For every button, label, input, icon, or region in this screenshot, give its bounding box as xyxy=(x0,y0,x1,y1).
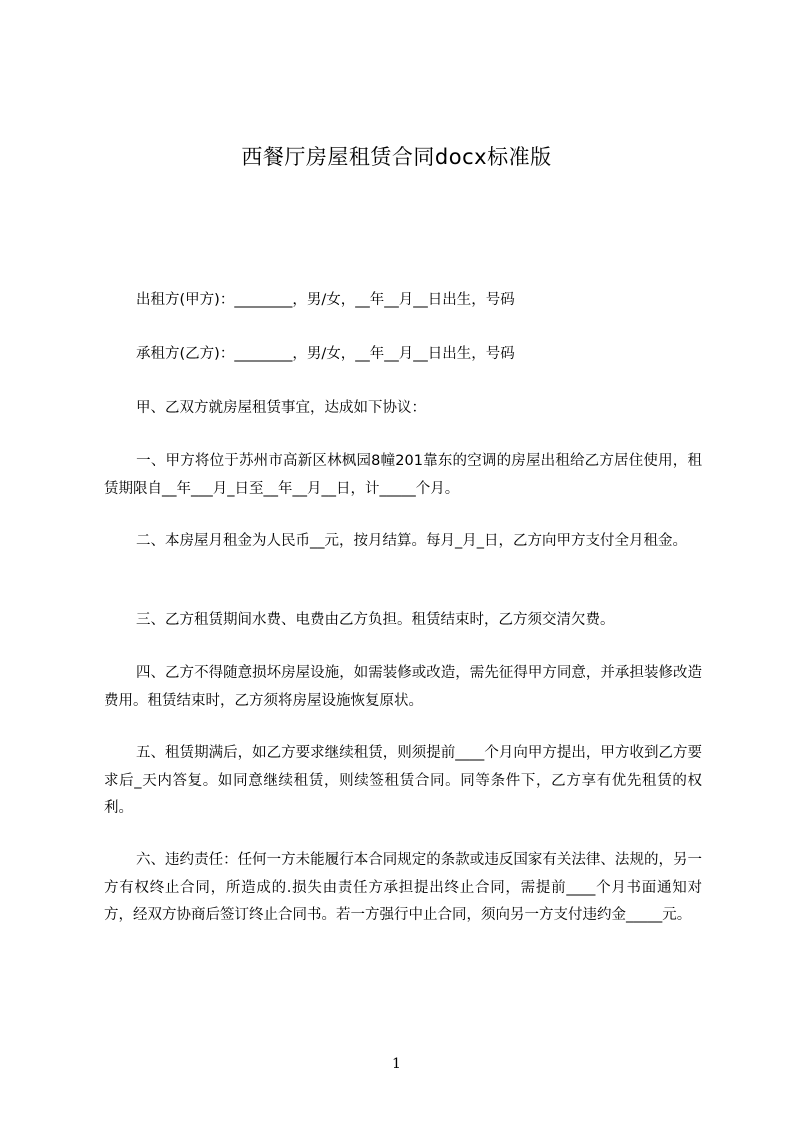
paragraph-text: 六、违约责任：任何一方未能履行本合同规定的条款或违反国家有关法律、法规的，另一方有权终止合同，所造成的.损失由责任方承担提出终止合同，需提前____个月书面通知对方，经双方协商后签订终止合同书。若一方强行中止合同，须向另一方支付违约金_____元。 xyxy=(104,852,702,923)
paragraph-agreement-intro xyxy=(104,395,702,423)
paragraph-clause-3 xyxy=(104,607,702,635)
paragraph-text: 一、甲方将位于苏州市高新区林枫园8幢201靠东的空调的房屋出租给乙方居住使用，租赁期限自__年___月_日至__年__月__日，计_____个月。 xyxy=(104,453,702,497)
paragraph-text: 出租方(甲方)：________，男/女，__年__月__日出生，号码 xyxy=(136,292,515,308)
paragraph-clause-6 xyxy=(104,847,702,930)
page-number: 1 xyxy=(392,1056,401,1072)
paragraph-lessor xyxy=(104,287,702,315)
paragraph-lessee xyxy=(104,341,702,369)
paragraph-clause-2 xyxy=(104,528,702,556)
paragraph-text: 二、本房屋月租金为人民币__元，按月结算。每月_月_日，乙方向甲方支付全月租金。 xyxy=(136,533,687,549)
paragraph-text: 承租方(乙方)：________，男/女，__年__月__日出生，号码 xyxy=(136,346,515,362)
paragraph-text: 三、乙方租赁期间水费、电费由乙方负担。租赁结束时，乙方须交清欠费。 xyxy=(136,612,615,628)
paragraph-clause-4 xyxy=(104,660,702,715)
paragraph-clause-1 xyxy=(104,448,702,503)
paragraph-text: 五、租赁期满后，如乙方要求继续租赁，则须提前____个月向甲方提出，甲方收到乙方要求后_天内答复。如同意继续租赁，则续签租赁合同。同等条件下，乙方享有优先租赁的权利。 xyxy=(104,745,702,816)
document-title: 西餐厅房屋租赁合同docx标准版 xyxy=(241,145,552,169)
paragraph-text: 四、乙方不得随意损坏房屋设施，如需装修或改造，需先征得甲方同意，并承担装修改造费用。租赁结束时，乙方须将房屋设施恢复原状。 xyxy=(104,665,702,709)
paragraph-text: 甲、乙双方就房屋租赁事宜，达成如下协议： xyxy=(136,400,426,416)
paragraph-clause-5 xyxy=(104,740,702,823)
